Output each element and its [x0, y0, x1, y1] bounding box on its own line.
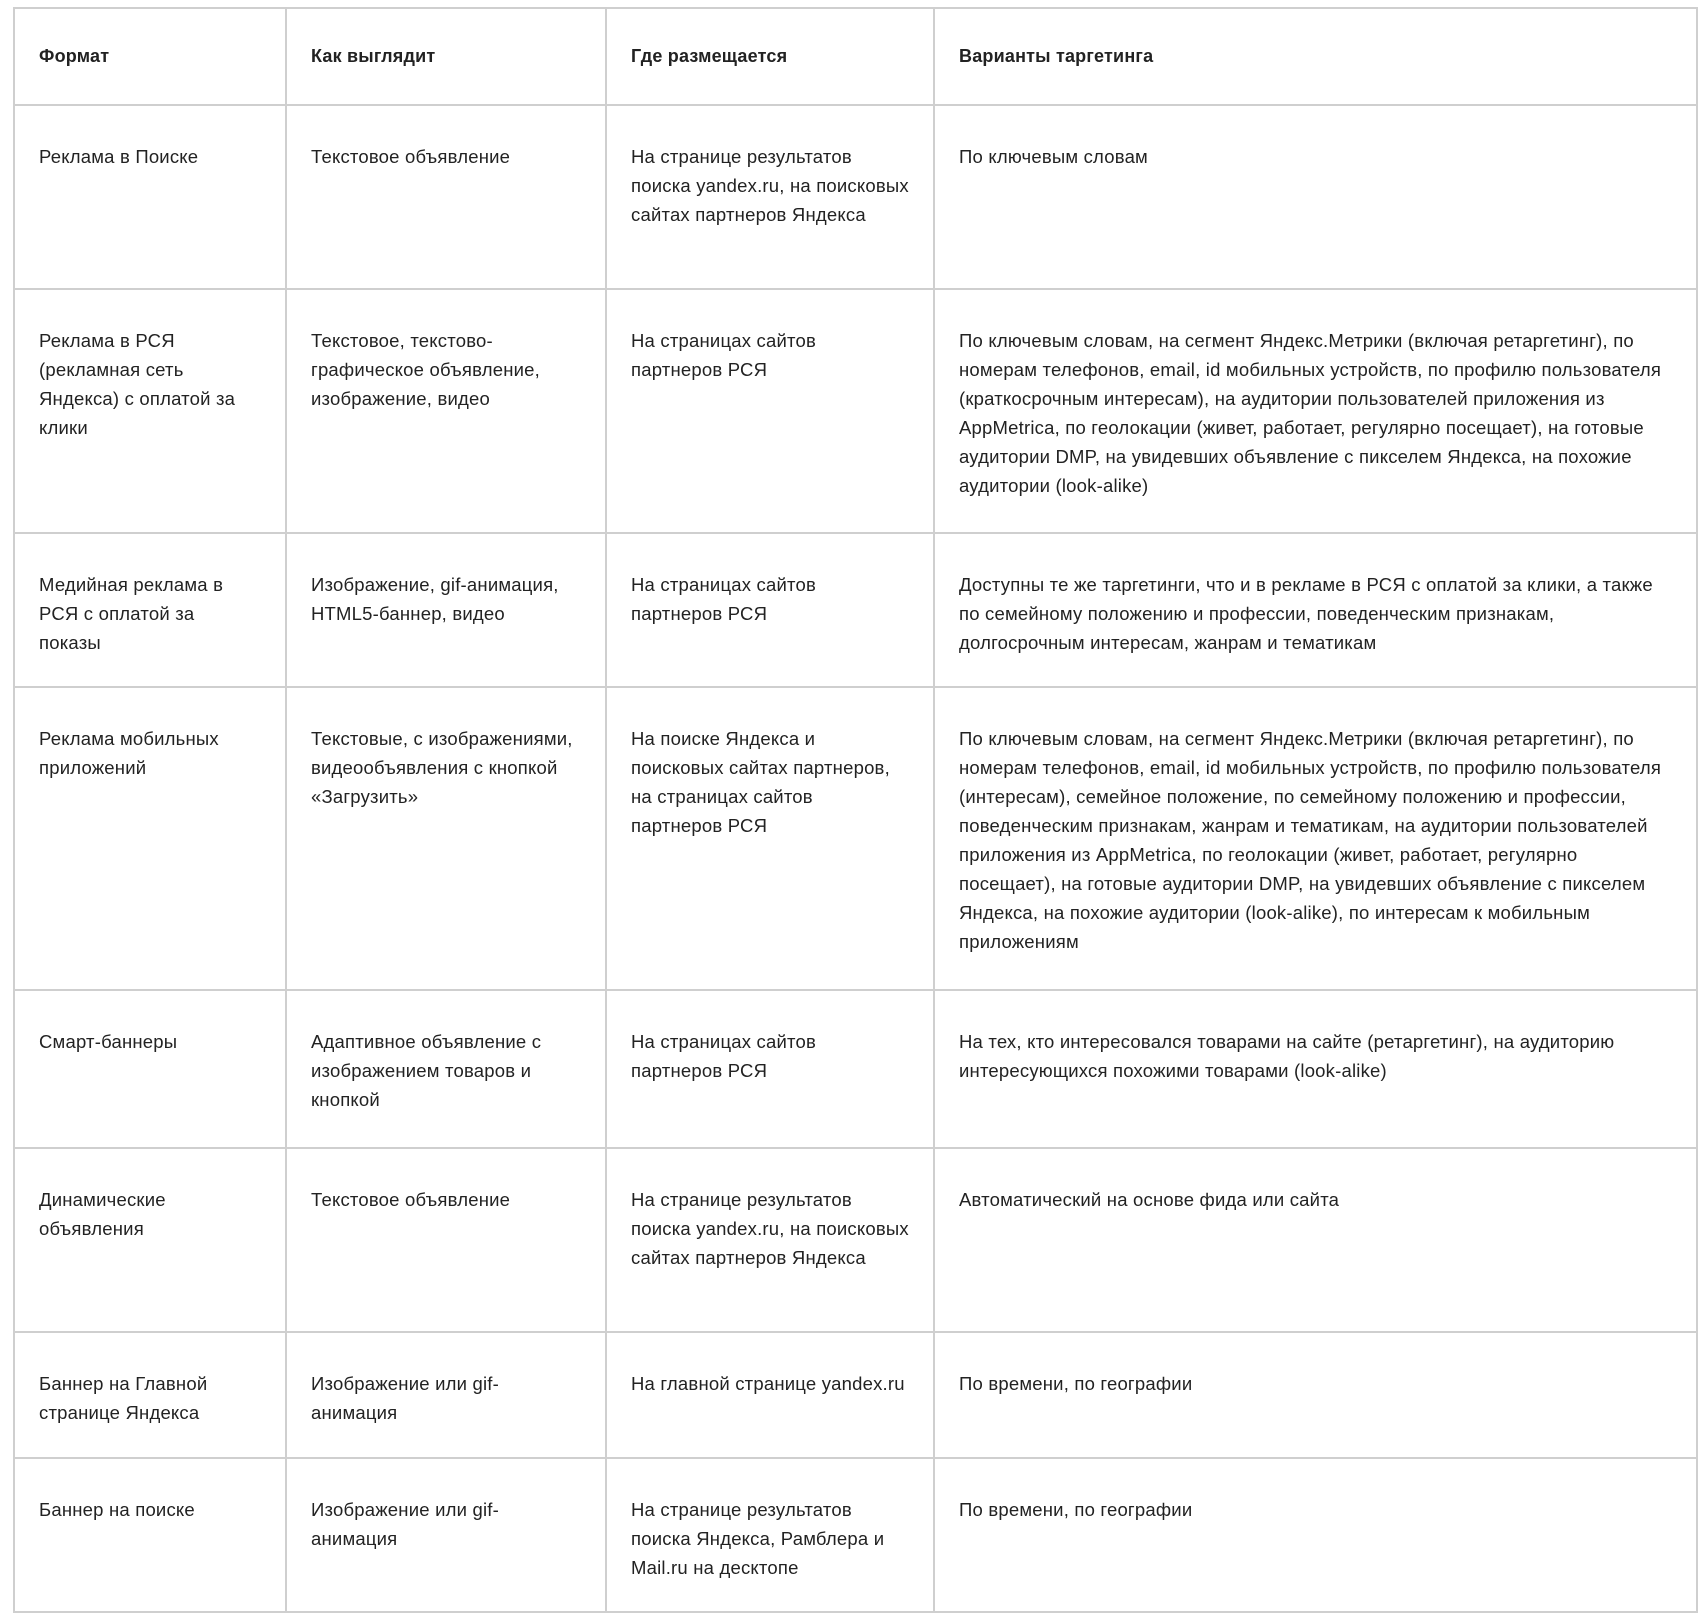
cell-targeting: На тех, кто интересовался товарами на сайте (ретаргетинг), на аудиторию интересующихся похожими товарами (look-alike)	[934, 990, 1697, 1148]
cell-placement: На странице результатов поиска yandex.ru, на поисковых сайтах партнеров Яндекса	[606, 1148, 934, 1332]
table-row	[14, 990, 1697, 1148]
cell-placement: На страницах сайтов партнеров РСЯ	[606, 289, 934, 533]
cell-targeting: Автоматический на основе фида или сайта	[934, 1148, 1697, 1332]
cell-placement: На странице результатов поиска yandex.ru, на поисковых сайтах партнеров Яндекса	[606, 105, 934, 289]
cell-targeting: По ключевым словам	[934, 105, 1697, 289]
table-row	[14, 1332, 1697, 1458]
ad-formats-table-container	[13, 7, 1696, 1613]
header-format: Формат	[14, 8, 286, 105]
header-looks: Как выглядит	[286, 8, 606, 105]
cell-targeting: По времени, по географии	[934, 1458, 1697, 1612]
header-placement: Где размещается	[606, 8, 934, 105]
cell-format: Реклама в РСЯ (рекламная сеть Яндекса) с оплатой за клики	[14, 289, 286, 533]
table-row	[14, 1458, 1697, 1612]
table-header-row	[14, 8, 1697, 105]
cell-format: Баннер на Главной странице Яндекса	[14, 1332, 286, 1458]
table-row	[14, 533, 1697, 687]
table-row	[14, 1148, 1697, 1332]
cell-looks: Изображение или gif-анимация	[286, 1332, 606, 1458]
cell-looks: Текстовое, текстово-графическое объявление, изображение, видео	[286, 289, 606, 533]
cell-looks: Адаптивное объявление с изображением товаров и кнопкой	[286, 990, 606, 1148]
cell-placement: На страницах сайтов партнеров РСЯ	[606, 990, 934, 1148]
cell-format: Смарт-баннеры	[14, 990, 286, 1148]
cell-placement: На поиске Яндекса и поисковых сайтах партнеров, на страницах сайтов партнеров РСЯ	[606, 687, 934, 990]
cell-format: Реклама в Поиске	[14, 105, 286, 289]
ad-formats-table	[13, 7, 1698, 1613]
cell-placement: На главной странице yandex.ru	[606, 1332, 934, 1458]
cell-looks: Текстовое объявление	[286, 1148, 606, 1332]
cell-format: Динамические объявления	[14, 1148, 286, 1332]
table-row	[14, 105, 1697, 289]
cell-targeting: По ключевым словам, на сегмент Яндекс.Метрики (включая ретаргетинг), по номерам телефонов, email, id мобильных устройств, по профилю пользователя (интересам), семейное положение, по семейному положению и профессии, поведенческим признакам, жанрам и тематикам, на аудитории пользователей приложения из AppMetrica, по геолокации (живет, работает, регулярно посещает), на готовые аудитории DMP, на увидевших объявление с пикселем Яндекса, на похожие аудитории (look-alike), по интересам к мобильным приложениям	[934, 687, 1697, 990]
cell-placement: На страницах сайтов партнеров РСЯ	[606, 533, 934, 687]
cell-looks: Изображение, gif-анимация, HTML5-баннер, видео	[286, 533, 606, 687]
cell-format: Баннер на поиске	[14, 1458, 286, 1612]
header-targeting: Варианты таргетинга	[934, 8, 1697, 105]
cell-targeting: По времени, по географии	[934, 1332, 1697, 1458]
cell-placement: На странице результатов поиска Яндекса, Рамблера и Mail.ru на десктопе	[606, 1458, 934, 1612]
cell-looks: Текстовые, с изображениями, видеообъявления с кнопкой «Загрузить»	[286, 687, 606, 990]
cell-targeting: Доступны те же таргетинги, что и в рекламе в РСЯ с оплатой за клики, а также по семейному положению и профессии, поведенческим признакам, долгосрочным интересам, жанрам и тематикам	[934, 533, 1697, 687]
cell-looks: Изображение или gif-анимация	[286, 1458, 606, 1612]
cell-format: Реклама мобильных приложений	[14, 687, 286, 990]
cell-format: Медийная реклама в РСЯ с оплатой за показы	[14, 533, 286, 687]
table-row	[14, 289, 1697, 533]
cell-looks: Текстовое объявление	[286, 105, 606, 289]
table-row	[14, 687, 1697, 990]
cell-targeting: По ключевым словам, на сегмент Яндекс.Метрики (включая ретаргетинг), по номерам телефонов, email, id мобильных устройств, по профилю пользователя (краткосрочным интересам), на аудитории пользователей приложения из AppMetrica, по геолокации (живет, работает, регулярно посещает), на готовые аудитории DMP, на увидевших объявление с пикселем Яндекса, на похожие аудитории (look-alike)	[934, 289, 1697, 533]
